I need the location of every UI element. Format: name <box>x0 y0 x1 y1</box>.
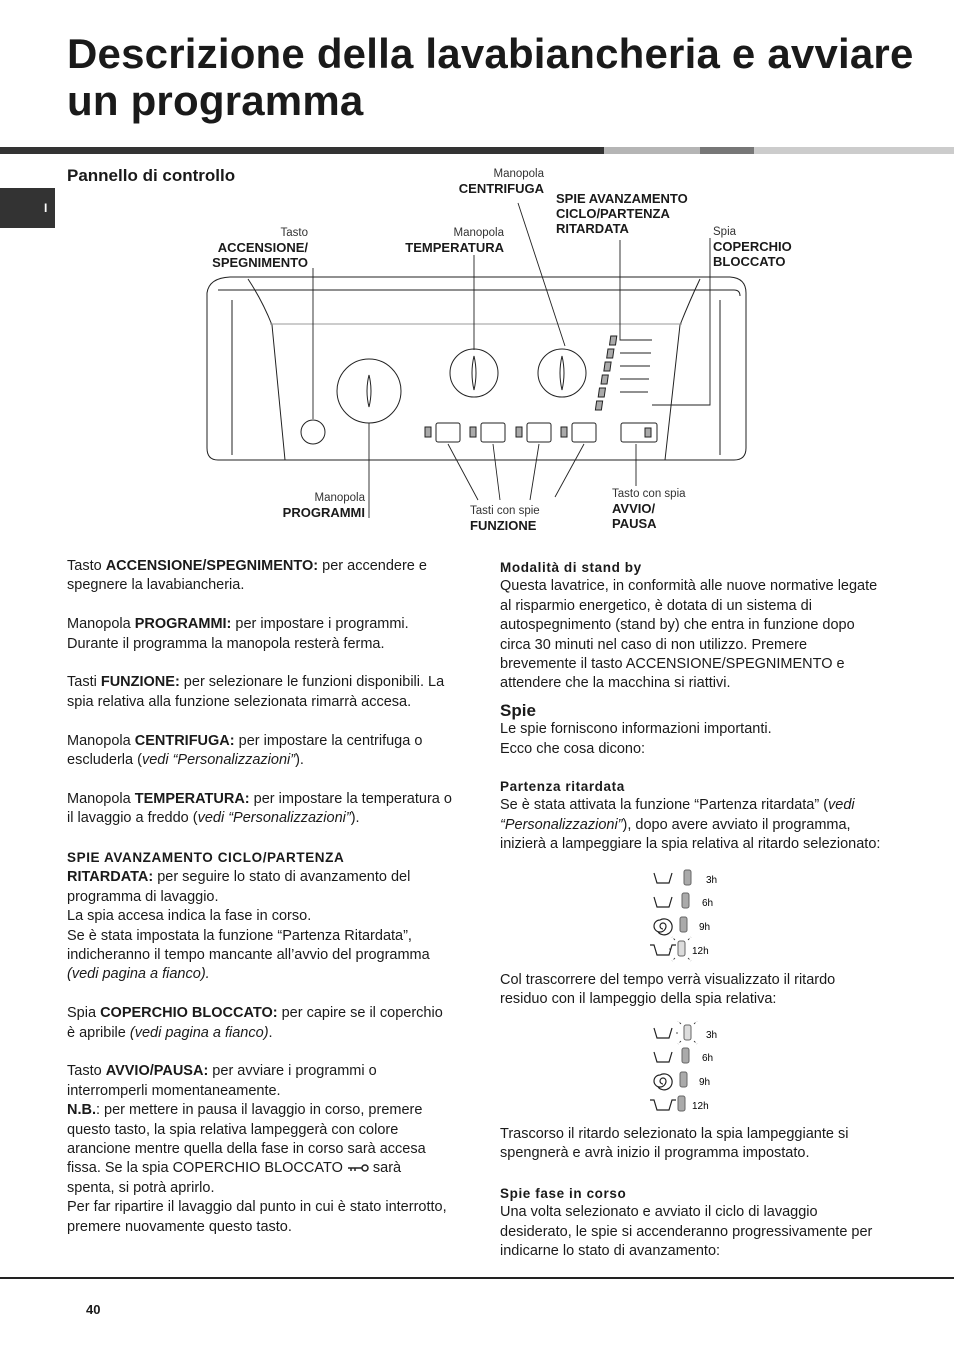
label-spie-bold3: RITARDATA <box>556 221 629 236</box>
label-coperchio-bold1: COPERCHIO <box>713 239 792 254</box>
t: per capire se il coperchio è apribile <box>67 1005 443 1041</box>
t: Per far ripartire il lavaggio dal punto in cui è stato interrotto, premere nuovamente questo tasto. <box>67 1199 447 1235</box>
t: per impostare i programmi. Durante il programma la manopola resterà ferma. <box>67 616 409 652</box>
partenza-text <box>500 796 884 854</box>
t: . <box>268 1024 273 1041</box>
t: per impostare la centrifuga o escluderla ( <box>67 732 423 769</box>
progress-leds <box>595 336 616 410</box>
label-temperatura-small: Manopola <box>453 227 504 239</box>
t: ), dopo avere avviato il programma, inizierà a lampeggiare la spia relativa al ritardo selezionato: <box>500 816 881 853</box>
control-panel-diagram <box>0 0 954 540</box>
label-temperatura-bold: TEMPERATURA <box>405 240 504 255</box>
label-spie-bold1: SPIE AVANZAMENTO <box>556 191 688 206</box>
delay-label-6h: 6h <box>702 898 714 909</box>
t: Tasti <box>67 674 101 691</box>
col-text: Col trascorrere del tempo verrà visualizzato il ritardo residuo con il lampeggio della spia relativa: <box>500 972 836 1008</box>
t: vedi “Personalizzazioni” <box>141 752 296 769</box>
t: Manopola <box>67 616 135 633</box>
t: sarà spenta, si potrà aprirlo. <box>67 1160 402 1196</box>
label-accensione-bold1: ACCENSIONE/ <box>217 240 308 255</box>
label-centrifuga-bold: CENTRIFUGA <box>458 181 544 196</box>
para-accensione <box>67 557 452 596</box>
t: (vedi pagina a fianco) <box>129 1024 269 1041</box>
led-3h <box>684 870 691 885</box>
para-coperchio <box>67 1004 452 1043</box>
label-programmi-bold: PROGRAMMI <box>282 505 365 520</box>
power-button <box>301 420 325 444</box>
label-accensione-small: Tasto <box>280 227 308 239</box>
t: : per mettere in pausa il lavaggio in corso, premere questo tasto, la spia relativa lampeggerà con colore arancione mentre quella della fase in corso sarà accesa fissa. Se la spia COPERCHIO BLOCCATO <box>67 1102 426 1177</box>
delay-figure-12h <box>640 866 730 966</box>
page-title: Descrizione della lavabiancheria e avviare un programma <box>67 30 914 124</box>
t: ). <box>350 810 360 827</box>
trasc-text: Trascorso il ritardo selezionato la spia lampeggiante si spengnerà e avrà inizio il programma impostato. <box>500 1126 849 1162</box>
para-avvio <box>67 1062 452 1237</box>
wash-icon <box>654 873 672 883</box>
centrifuga-knob-grip <box>560 356 564 390</box>
delay-label-12h: 12h <box>692 1101 709 1112</box>
led-6h <box>682 1048 689 1063</box>
delay-figure-3h <box>640 1021 730 1121</box>
panel-inner-top <box>218 290 740 296</box>
delay-label-6h: 6h <box>702 1053 714 1064</box>
delay-label-3h: 3h <box>706 1030 718 1041</box>
label-coperchio-bold2: BLOCCATO <box>713 254 786 269</box>
t: Se è stata impostata la funzione “Partenza Ritardata”, indicheranno il tempo mancante all’avvio del programma <box>67 927 430 964</box>
standby-title: Modalità di stand by <box>500 560 642 575</box>
function-buttons <box>425 423 657 442</box>
led-12h <box>678 941 685 956</box>
led-3h <box>684 1025 691 1040</box>
t: La spia accesa indica la fase in corso. <box>67 908 312 925</box>
label-funzione-small: Tasti con spie <box>470 505 540 517</box>
rinse-icon <box>654 897 672 907</box>
label-coperchio-small: Spia <box>713 226 737 238</box>
t: Manopola <box>67 790 135 807</box>
drain-icon <box>650 945 676 955</box>
para-centrifuga <box>67 732 452 771</box>
t: Spia <box>67 1005 101 1022</box>
para-spie-avanzamento <box>67 848 452 985</box>
t: TEMPERATURA: <box>134 790 250 807</box>
label-programmi-small: Manopola <box>314 492 365 504</box>
t: Se è stata attivata la funzione “Partenza ritardata” ( <box>500 797 829 814</box>
label-avvio-bold2: PAUSA <box>612 516 657 531</box>
standby-text: Questa lavatrice, in conformità alle nuove normative legate al risparmio energetico, è dotata di un sistema di autospegnimento (stand by) che entra in funzione dopo circa 30 minuti nel caso di non utilizzo. Premere brevemente il tasto ACCENSIONE/SPEGNIMENTO e attendere che la macchina si riattivi. <box>500 578 878 692</box>
left-column <box>67 557 452 1257</box>
t: PROGRAMMI: <box>134 616 232 633</box>
t: Tasto <box>67 1063 106 1080</box>
t: N.B. <box>67 1102 96 1119</box>
language-tab-label: I <box>44 201 48 215</box>
delay-label-3h: 3h <box>706 875 718 886</box>
delay-label-12h: 12h <box>692 946 709 957</box>
delay-label-9h: 9h <box>699 922 711 933</box>
programmi-knob-grip <box>367 375 371 407</box>
t: ). <box>295 752 304 769</box>
temperatura-knob-grip <box>472 356 476 390</box>
key-icon <box>347 1162 369 1172</box>
led-6h <box>682 893 689 908</box>
spie-title: Spie <box>500 700 536 720</box>
t: Manopola <box>67 732 135 749</box>
label-spie-bold2: CICLO/PARTENZA <box>556 206 670 221</box>
t: vedi “Personalizzazioni” <box>197 810 351 827</box>
spie-text2: Ecco che cosa dicono: <box>500 740 646 757</box>
fase-block <box>500 1184 884 1262</box>
spin-icon <box>654 1074 672 1090</box>
led-9h <box>680 1072 687 1087</box>
para-programmi <box>67 615 452 654</box>
spie-text1: Le spie forniscono informazioni importanti. <box>500 721 772 738</box>
panel-curve-left <box>248 279 285 460</box>
fase-title: Spie fase in corso <box>500 1186 627 1201</box>
t: COPERCHIO BLOCCATO: <box>100 1005 278 1022</box>
t: per selezionare le funzioni disponibili. La spia relativa alla funzione selezionata rimarrà accesa. <box>67 674 445 710</box>
t: CENTRIFUGA: <box>134 732 235 749</box>
wash-icon <box>654 1028 672 1038</box>
para-funzione <box>67 673 452 712</box>
drain-icon <box>650 1100 676 1110</box>
section-title: Pannello di controllo <box>67 166 236 185</box>
t: vedi “Personalizzazioni” <box>500 797 855 833</box>
t: per accendere e spegnere la lavabiancheria. <box>67 558 427 594</box>
t: SPIE AVANZAMENTO CICLO/PARTENZA <box>67 850 345 866</box>
label-funzione-bold: FUNZIONE <box>470 518 537 533</box>
right-column <box>500 558 884 855</box>
t: Tasto <box>67 558 106 574</box>
page-number: 40 <box>86 1302 101 1317</box>
para-temperatura <box>67 790 452 829</box>
footer-rule <box>0 1277 954 1279</box>
label-avvio-bold1: AVVIO/ <box>612 501 656 516</box>
t: ACCENSIONE/SPEGNIMENTO: <box>105 558 319 574</box>
t: per avviare i programmi o interromperli momentaneamente. <box>67 1063 377 1099</box>
t: FUNZIONE: <box>100 674 180 691</box>
panel-curve-right <box>665 279 700 460</box>
led-9h <box>680 917 687 932</box>
t: per impostare la temperatura o il lavaggio a freddo ( <box>67 790 452 827</box>
rinse-icon <box>654 1052 672 1062</box>
spin-icon <box>654 919 672 935</box>
label-centrifuga-small: Manopola <box>493 168 544 180</box>
label-accensione-bold2: SPEGNIMENTO <box>212 255 308 270</box>
t: (vedi pagina a fianco). <box>67 966 210 983</box>
fase-text: Una volta selezionato e avviato il ciclo di lavaggio desiderato, le spie si accenderanno progressivamente per indicarne lo stato di avanzamento: <box>500 1204 873 1260</box>
t: per seguire lo stato di avanzamento del programma di lavaggio. <box>67 869 411 905</box>
delay-label-9h: 9h <box>699 1077 711 1088</box>
led-12h <box>678 1096 685 1111</box>
partenza-title: Partenza ritardata <box>500 779 625 795</box>
label-avvio-small: Tasto con spia <box>612 488 686 500</box>
t: AVVIO/PAUSA: <box>105 1063 209 1080</box>
t: RITARDATA: <box>67 869 154 886</box>
